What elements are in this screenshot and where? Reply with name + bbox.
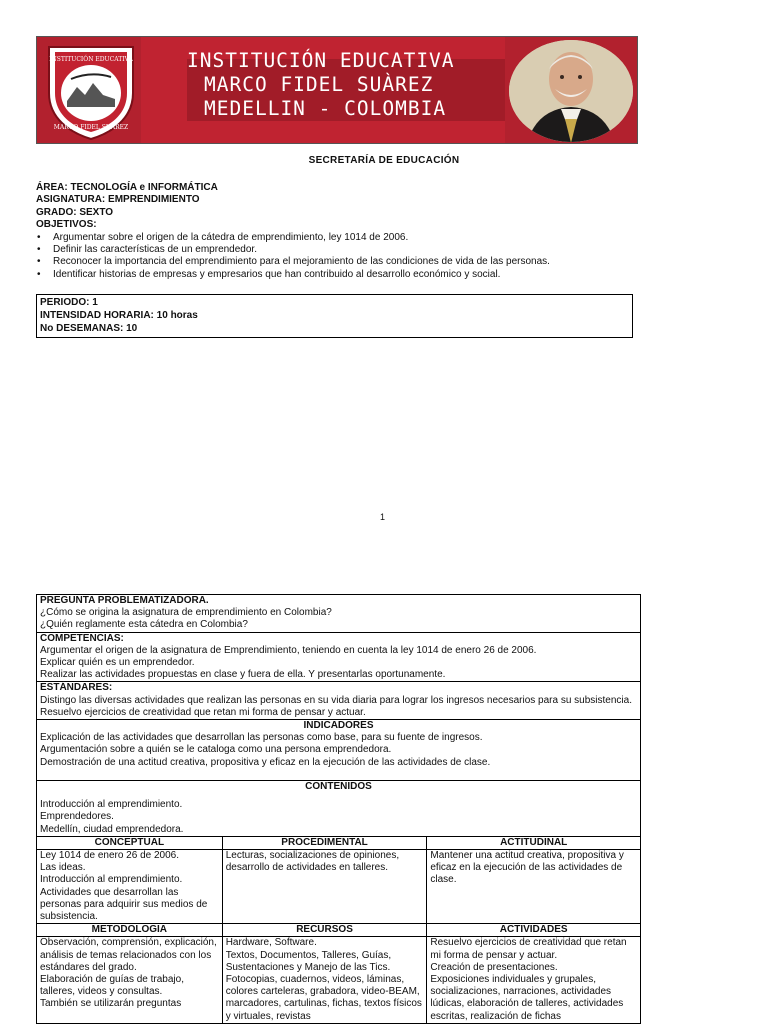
- competencias-text: Argumentar el origen de la asignatura de Emprendimiento, teniendo en cuenta la ley 1014 de enero 26 de 2006.: [40, 644, 537, 656]
- semanas-label: No DESEMANAS: 10: [40, 323, 138, 334]
- objetivo-item: • Identificar historias de empresas y empresarios que han contribuido al desarrollo económico y social.: [36, 269, 550, 281]
- actividades-cell: Resuelvo ejercicios de creatividad que retan mi forma de pensar y actuar. Creación de presentaciones. Exposiciones individuales y grupales, socializaciones, narraciones, actividades lúdicas, elaboración de talleres, actividades escritas, realización de fichas: [427, 937, 641, 1023]
- banner-title: [187, 49, 517, 121]
- procedimental-header: PROCEDIMENTAL: [222, 836, 427, 849]
- table-row: [37, 682, 641, 720]
- pregunta-text: ¿Cómo se origina la asignatura de emprendimiento en Colombia?: [40, 607, 332, 619]
- table-row: [37, 595, 641, 633]
- competencias-text: Explicar quién es un emprendedor.: [40, 657, 195, 669]
- estandares-label: ESTÁNDARES:: [40, 682, 113, 694]
- contenidos-text: Emprendedores.: [40, 811, 114, 823]
- header-banner: [36, 36, 638, 144]
- course-meta: [36, 182, 550, 281]
- table-row: [37, 781, 641, 837]
- objetivos-label: OBJETIVOS:: [36, 219, 97, 231]
- objetivo-item: • Definir las características de un emprendedor.: [36, 244, 550, 256]
- pregunta-text: ¿Quién reglamente esta cátedra en Colombia?: [40, 619, 248, 631]
- area-label: ÁREA: TECNOLOGÍA e INFORMÁTICA: [36, 182, 218, 193]
- indicadores-text: Demostración de una actitud creativa, propositiva y eficaz en la ejecución de las actividades de clase.: [40, 756, 491, 768]
- contenidos-label: CONTENIDOS: [305, 781, 372, 793]
- conceptual-cell: Ley 1014 de enero 26 de 2006. Las ideas. Introducción al emprendimiento. Actividades que desarrollan las personas para adquirir sus medios de subsistencia.: [37, 850, 223, 924]
- objetivo-item: • Argumentar sobre el origen de la cátedra de emprendimiento, ley 1014 de 2006.: [36, 232, 550, 244]
- indicadores-cell: [37, 720, 641, 781]
- table-row: [37, 632, 641, 682]
- pregunta-label: PREGUNTA PROBLEMATIZADORA.: [40, 595, 209, 606]
- banner-line-2: MARCO FIDEL SUÀREZ: [204, 73, 434, 96]
- table-row: [37, 850, 641, 924]
- contenidos-cell: [37, 781, 641, 837]
- indicadores-text: Argumentación sobre a quién se le cataloga como una persona emprendedora.: [40, 744, 392, 756]
- estandares-cell: [37, 682, 641, 720]
- intensidad-label: INTENSIDAD HORARIA: 10 horas: [40, 310, 198, 321]
- periodo-label: PERIODO: 1: [40, 297, 98, 308]
- actividades-header: ACTIVIDADES: [427, 924, 641, 937]
- metodologia-cell: Observación, comprensión, explicación, análisis de temas relacionados con los estándares del grado. Elaboración de guías de trabajo, talleres, videos y consultas. También se utilizarán preguntas: [37, 937, 223, 1023]
- period-box: [36, 294, 633, 338]
- competencias-label: COMPETENCIAS:: [40, 632, 124, 644]
- school-shield-logo: [41, 41, 141, 141]
- grado-label: GRADO: SEXTO: [36, 206, 114, 218]
- indicadores-text: Explicación de las actividades que desarrollan las personas como base, para su fuente de ingresos.: [40, 732, 483, 744]
- shield-bottom-text: MARCO FIDEL SUÁREZ: [53, 124, 129, 131]
- indicadores-label: INDICADORES: [303, 720, 374, 732]
- estandares-text: Distingo las diversas actividades que realizan las personas en su vida diaria para lograr los ingresos necesarios para su subsistencia.: [40, 694, 632, 706]
- secretaria-title: SECRETARÍA DE EDUCACIÓN: [308, 155, 460, 166]
- competencias-cell: [37, 632, 641, 682]
- banner-line-3: MEDELLIN - COLOMBIA: [204, 97, 447, 120]
- table-row: [37, 720, 641, 781]
- procedimental-cell: Lecturas, socializaciones de opiniones, desarrollo de actividades en talleres.: [222, 850, 427, 924]
- estandares-text: Resuelvo ejercicios de creatividad que retan mi forma de pensar y actuar.: [40, 706, 366, 718]
- recursos-cell: Hardware, Software. Textos, Documentos, Talleres, Guías, Sustentaciones y Manejo de las Tics. Fotocopias, cuadernos, videos, láminas, colores carteleras, grabadora, video-BEAM, marcadores, cartulinas, fichas, textos físicos y virtuales, revistas: [222, 937, 427, 1023]
- contenidos-text: Introducción al emprendimiento.: [40, 799, 183, 811]
- banner-line-1: INSTITUCIÓN EDUCATIVA: [187, 49, 455, 72]
- asignatura-label: ASIGNATURA: EMPRENDIMIENTO: [36, 194, 200, 206]
- objetivos-list: [36, 232, 550, 282]
- plan-table: [36, 594, 641, 1024]
- pregunta-cell: [37, 595, 641, 633]
- portrait-image: [507, 39, 635, 143]
- competencias-text: Realizar las actividades propuestas en clase y fuera de ella. Y presentarlas oportunamente.: [40, 669, 446, 681]
- page-number: 1: [380, 512, 386, 522]
- actitudinal-cell: Mantener una actitud creativa, propositiva y eficaz en la ejecución de las actividades de clase.: [427, 850, 641, 924]
- objetivo-item: • Reconocer la importancia del emprendimiento para el mejoramiento de las condiciones de vida de las personas.: [36, 256, 550, 268]
- table-row: [37, 836, 641, 849]
- metodologia-header: METODOLOGIA: [37, 924, 223, 937]
- contenidos-text: Medellín, ciudad emprendedora.: [40, 823, 184, 835]
- actitudinal-header: ACTITUDINAL: [427, 836, 641, 849]
- recursos-header: RECURSOS: [222, 924, 427, 937]
- table-row: [37, 937, 641, 1023]
- shield-top-text: INSTITUCIÓN EDUCATIVA: [49, 56, 133, 63]
- table-row: [37, 924, 641, 937]
- conceptual-header: CONCEPTUAL: [37, 836, 223, 849]
